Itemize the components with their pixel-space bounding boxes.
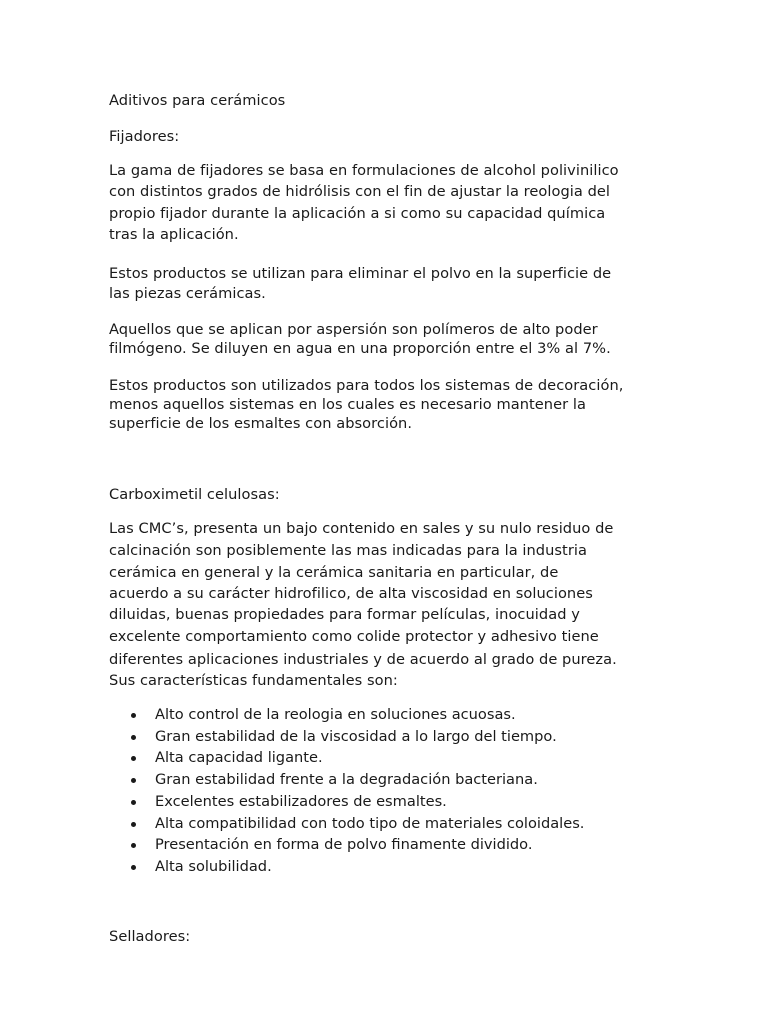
bullet-icon xyxy=(131,713,136,718)
bullet-icon xyxy=(131,800,136,805)
list-item-text: Alta solubilidad. xyxy=(155,858,272,875)
section-heading-carboximetil: Carboximetil celulosas: xyxy=(109,486,280,503)
bullet-icon xyxy=(131,735,136,740)
text-line: Estos productos se utilizan para eliminar el polvo en la superficie de xyxy=(109,265,612,282)
text-line: calcinación son posiblemente las mas indicadas para la industria xyxy=(109,542,587,559)
text-line: La gama de fijadores se basa en formulaciones de alcohol polivinilico xyxy=(109,162,619,179)
list-item-text: Alta capacidad ligante. xyxy=(155,749,323,766)
bullet-icon xyxy=(131,822,136,827)
text-line: filmógeno. Se diluyen en agua en una proporción entre el 3% al 7%. xyxy=(109,340,611,357)
list-item-text: Alta compatibilidad con todo tipo de materiales coloidales. xyxy=(155,815,585,832)
document-title: Aditivos para cerámicos xyxy=(109,92,286,109)
text-line: Sus características fundamentales son: xyxy=(109,672,398,689)
bullet-icon xyxy=(131,778,136,783)
text-line: excelente comportamiento como colide protector y adhesivo tiene xyxy=(109,628,599,645)
list-item-text: Gran estabilidad de la viscosidad a lo largo del tiempo. xyxy=(155,728,557,745)
list-item-text: Excelentes estabilizadores de esmaltes. xyxy=(155,793,447,810)
text-line: tras la aplicación. xyxy=(109,226,239,243)
section-heading-selladores: Selladores: xyxy=(109,928,191,945)
section-heading-fijadores: Fijadores: xyxy=(109,128,180,145)
text-line: con distintos grados de hidrólisis con el fin de ajustar la reologia del xyxy=(109,183,611,200)
text-line: Las CMC’s, presenta un bajo contenido en sales y su nulo residuo de xyxy=(109,520,614,537)
list-item-text: Gran estabilidad frente a la degradación bacteriana. xyxy=(155,771,538,788)
list-item-text: Alto control de la reologia en soluciones acuosas. xyxy=(155,706,516,723)
text-line: Estos productos son utilizados para todos los sistemas de decoración, xyxy=(109,377,624,394)
text-line: superficie de los esmaltes con absorción. xyxy=(109,415,413,432)
text-line: propio fijador durante la aplicación a si como su capacidad química xyxy=(109,205,606,222)
text-line: cerámica en general y la cerámica sanitaria en particular, de xyxy=(109,564,559,581)
text-line: las piezas cerámicas. xyxy=(109,285,266,302)
bullet-icon xyxy=(131,756,136,761)
text-line: Aquellos que se aplican por aspersión son polímeros de alto poder xyxy=(109,321,598,338)
text-line: diluidas, buenas propiedades para formar películas, inocuidad y xyxy=(109,606,580,623)
list-item-text: Presentación en forma de polvo finamente dividido. xyxy=(155,836,533,853)
bullet-icon xyxy=(131,843,136,848)
text-line: menos aquellos sistemas en los cuales es necesario mantener la xyxy=(109,396,586,413)
text-line: acuerdo a su carácter hidrofilico, de alta viscosidad en soluciones xyxy=(109,585,593,602)
text-line: diferentes aplicaciones industriales y de acuerdo al grado de pureza. xyxy=(109,651,617,668)
document-page xyxy=(109,0,669,1024)
bullet-icon xyxy=(131,865,136,870)
